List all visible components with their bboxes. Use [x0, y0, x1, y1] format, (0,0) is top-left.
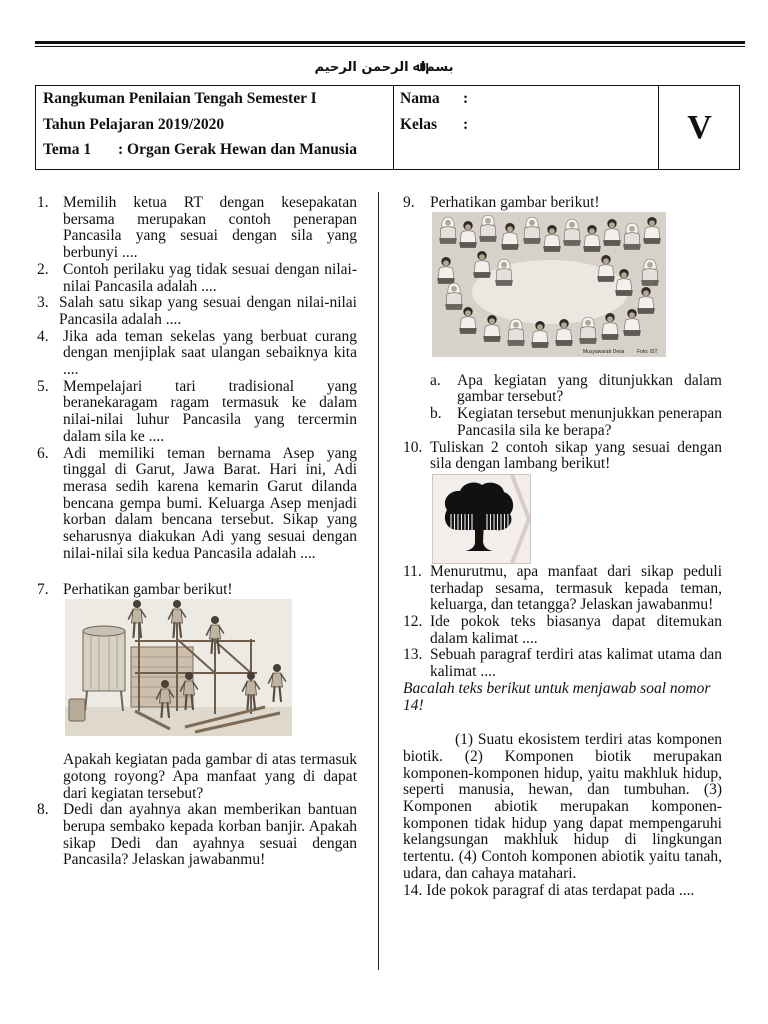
question-9	[403, 195, 722, 212]
question-text: Ide pokok paragraf di atas terdapat pada ....	[426, 881, 695, 899]
question-11	[403, 564, 722, 614]
question-number: 5.	[37, 377, 49, 395]
question-text: Perhatikan gambar berikut!	[430, 194, 600, 211]
village-meeting-photo	[432, 212, 666, 357]
sub-question-text: Apa kegiatan yang ditunjukkan dalam gambar tersebut?	[457, 371, 722, 406]
question-number: 2.	[37, 260, 49, 278]
question-number: 8.	[37, 801, 49, 819]
question-text: Memilih ketua RT dengan kesepakatan bersama merupakan contoh penerapan Pancasila yang sesuai dengan sila yang berbunyi ....	[63, 194, 357, 262]
school-year: Tahun Pelajaran 2019/2020	[43, 115, 225, 133]
grade-cell	[659, 86, 740, 169]
theme-line	[43, 137, 393, 163]
question-7	[37, 582, 357, 599]
question-number: 10.	[403, 438, 423, 456]
column-divider	[378, 192, 379, 970]
question-10	[403, 440, 722, 473]
photo-caption-credit: Foto: IST	[637, 348, 658, 355]
question-7-block	[37, 582, 357, 802]
sub-question-text: Kegiatan tersebut menunjukkan penerapan Pancasila sila ke berapa?	[457, 405, 722, 439]
question-number: 9.	[403, 194, 415, 211]
question-12	[403, 614, 722, 647]
question-number: 14.	[403, 881, 423, 899]
question-text: Dedi dan ayahnya akan memberikan bantuan berupa sembako kepada korban banjir. Apakah sikap Dedi dan ayahnya sesuai dengan Pancasila? Jelaskan jawabanmu!	[63, 801, 357, 869]
header-table	[35, 85, 740, 170]
question-number: 12.	[403, 613, 423, 631]
banyan-tree-symbol	[432, 474, 531, 564]
grade-value: V	[687, 108, 712, 146]
question-13	[403, 647, 722, 680]
question-text: Tuliskan 2 contoh sikap yang sesuai dengan sila dengan lambang berikut!	[430, 438, 722, 473]
question-6	[37, 446, 357, 563]
name-separator: :	[463, 90, 469, 107]
question-7-followup	[37, 752, 357, 802]
top-rule-thick	[35, 41, 745, 44]
question-4	[37, 329, 357, 379]
reading-instruction: Bacalah teks berikut untuk menjawab soal nomor 14!	[403, 679, 711, 714]
question-number: 4.	[37, 327, 49, 345]
question-text: Mempelajari tari tradisional yang beranekaragam ragam termasuk ke dalam nilai-nilai luhur Pancasila yang tercermin dalam sila ke ....	[63, 377, 357, 445]
ground	[65, 707, 292, 736]
basmalah-text: ﻢﻴﺣﺮﻟﺍ ﻦﻤﺣﺮﻟﺍ ﷲﺍﻢﺴﺑ	[314, 60, 454, 75]
sub-question-a	[403, 373, 722, 406]
question-8	[37, 802, 357, 869]
exam-title: Rangkuman Penilaian Tengah Semester I	[43, 90, 317, 107]
question-text: Perhatikan gambar berikut!	[63, 581, 233, 599]
question-text: Menurutmu, apa manfaat dari sikap peduli terhadap sesama, termasuk kepada teman, keluarga, dan tetangga? Jelaskan jawabanmu!	[430, 562, 722, 614]
question-text: Apakah kegiatan pada gambar di atas termasuk gotong royong? Apa manfaat yang di dapat dari kegiatan tersebut?	[63, 751, 357, 802]
question-3	[37, 295, 357, 328]
right-column	[403, 195, 722, 899]
question-1	[37, 195, 357, 262]
class-separator: :	[463, 115, 469, 133]
question-text: Salah satu sikap yang sesuai dengan nilai-nilai Pancasila adalah ....	[59, 294, 357, 328]
class-field	[400, 112, 658, 138]
question-text: Jika ada teman sekelas yang berbuat curang dengan menjiplak saat ulangan sebaiknya kita ....	[63, 327, 357, 379]
left-column	[37, 195, 357, 869]
name-field	[400, 86, 658, 112]
sub-question-b	[403, 406, 722, 439]
question-text: Contoh perilaku yag tidak sesuai dengan nilai-nilai Pancasila adalah ....	[63, 260, 357, 295]
question-number: 3.	[37, 294, 49, 312]
question-number: 1.	[37, 194, 49, 211]
theme-separator: :	[118, 141, 124, 158]
basmalah	[0, 59, 768, 77]
reading-passage: (1) Suatu ekosistem terdiri atas komponen biotik. (2) Komponen biotik merupakan komponen-komponen hidup, yaitu makhluk hidup, seperti manusia, hewan, dan tumbuhan. (3) Komponen abiotik merupakan komponen-komponen tidak hidup yang dapat mempengaruhi kelangsungan makhluk hidup di lingkungan tertentu. (4) Contoh komponen abiotik yaitu tanah, udara, dan cahaya matahari.	[403, 731, 722, 882]
name-label: Nama	[400, 90, 440, 107]
theme-label: Tema 1	[43, 141, 92, 158]
question-number: 7.	[37, 581, 49, 599]
question-number: 13.	[403, 646, 423, 664]
question-14	[403, 883, 722, 900]
class-label: Kelas	[400, 115, 438, 133]
gotong-royong-illustration	[65, 599, 292, 736]
student-info-cell	[394, 86, 659, 169]
question-text: Ide pokok teks biasanya dapat ditemukan dalam kalimat ....	[430, 613, 722, 647]
exam-info-cell	[36, 86, 394, 169]
top-rule-thin	[35, 46, 745, 47]
theme-value: Organ Gerak Hewan dan Manusia	[127, 141, 357, 158]
question-number: 6.	[37, 444, 49, 462]
barrel	[69, 699, 85, 721]
question-text: Sebuah paragraf terdiri atas kalimat utama dan kalimat ....	[430, 646, 722, 681]
question-2	[37, 262, 357, 295]
sub-question-label: b.	[430, 405, 442, 423]
photo-caption-title: Musyawarah Desa	[583, 348, 625, 355]
question-5	[37, 379, 357, 446]
question-text: Adi memiliki teman bernama Asep yang tinggal di Garut, Jawa Barat. Hari ini, Adi merasa sedih karena kemarin Garut dilanda bencana gempa bumi. Keluarga Asep menjadi korban dalam bencana tersebut. Sikap yang seharusnya diakukan Adi yang sesuai dengan nilai-nilai sila kedua Pancasila adalah ....	[63, 444, 357, 562]
sub-question-label: a.	[430, 371, 441, 389]
question-number: 11.	[403, 562, 422, 580]
